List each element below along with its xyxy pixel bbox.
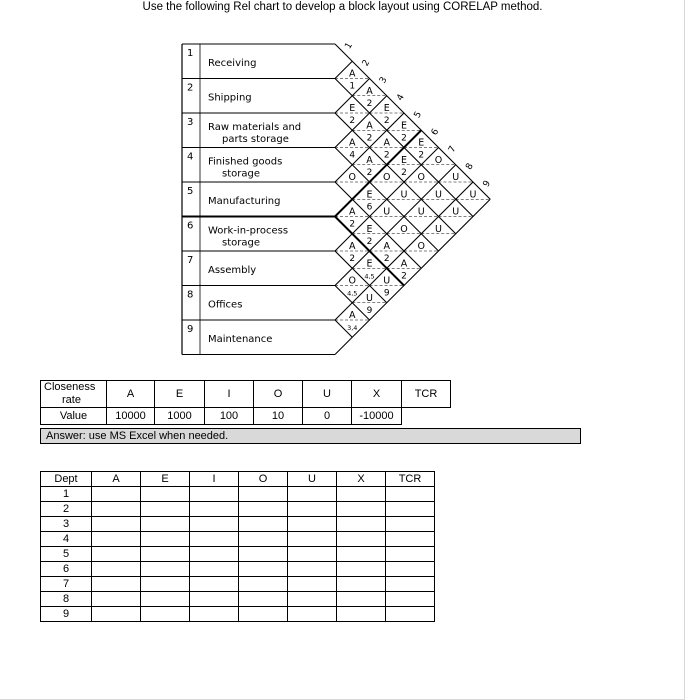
- tcr-input-cell[interactable]: [337, 592, 386, 607]
- dept-number: 1: [187, 48, 194, 59]
- cell-reason: 2: [401, 133, 407, 144]
- cell-reason: 2: [349, 254, 356, 264]
- cell-reason: 2: [349, 116, 356, 126]
- cell-rating: O: [348, 275, 356, 287]
- tcr-input-cell[interactable]: [288, 547, 337, 562]
- cell-rating: E: [366, 223, 373, 235]
- tcr-input-cell[interactable]: [92, 577, 141, 592]
- tcr-input-cell[interactable]: [239, 532, 288, 547]
- dept-number: 2: [187, 82, 194, 94]
- tcr-input-cell[interactable]: [190, 607, 239, 622]
- tcr-input-cell[interactable]: [288, 487, 337, 502]
- answer-note: Answer: use MS Excel when needed.: [40, 428, 581, 444]
- dept-name: Work-in-process: [208, 225, 289, 237]
- tcr-input-cell[interactable]: [141, 577, 190, 592]
- cell-reason: 2: [366, 236, 373, 247]
- cell-rating: U: [452, 206, 460, 218]
- table-row: [41, 487, 435, 502]
- dept-id-cell: 3: [41, 517, 92, 532]
- tcr-input-cell[interactable]: [239, 592, 288, 607]
- cell-rating: A: [349, 137, 356, 149]
- tcr-input-cell[interactable]: [386, 487, 435, 502]
- dept-table-header: A: [92, 472, 141, 487]
- rate-label: rate: [62, 394, 81, 406]
- dept-id-cell: 1: [41, 487, 92, 502]
- dept-number: 4: [187, 151, 194, 163]
- cell-rating: O: [348, 172, 356, 183]
- tcr-input-cell[interactable]: [190, 577, 239, 592]
- dept-number: 5: [187, 186, 194, 197]
- tcr-input-cell[interactable]: [386, 532, 435, 547]
- tcr-input-cell[interactable]: [337, 517, 386, 532]
- dept-id-cell: 8: [41, 592, 92, 607]
- cell-rating: U: [435, 189, 442, 201]
- dept-number: 7: [187, 255, 194, 266]
- tcr-input-cell[interactable]: [386, 577, 435, 592]
- cell-reason: 4,5: [364, 272, 375, 281]
- cell-reason: 6: [366, 202, 373, 213]
- tcr-input-cell[interactable]: [92, 562, 141, 577]
- rating-header: TCR: [402, 381, 451, 408]
- rating-header: O: [254, 381, 303, 408]
- dept-name: Maintenance: [208, 334, 273, 345]
- cell-reason: 2: [418, 150, 425, 161]
- cell-reason: 2: [349, 219, 356, 230]
- dept-id-cell: 6: [41, 562, 92, 577]
- dept-name-line2: storage: [222, 168, 260, 180]
- cell-reason: 4: [349, 150, 356, 161]
- dept-number: 6: [187, 220, 194, 232]
- tcr-input-cell[interactable]: [337, 607, 386, 622]
- rating-value: 10000: [107, 408, 155, 425]
- tcr-input-cell[interactable]: [386, 562, 435, 577]
- cell-rating: E: [400, 120, 408, 132]
- cell-reason: 9: [366, 305, 373, 316]
- tcr-input-cell[interactable]: [239, 562, 288, 577]
- grid-diagonal: [335, 251, 387, 303]
- cell-rating: A: [400, 258, 408, 270]
- dept-table-header: O: [239, 472, 288, 487]
- tcr-input-cell[interactable]: [141, 502, 190, 517]
- dept-id-cell: 2: [41, 502, 92, 517]
- tcr-input-cell[interactable]: [92, 517, 141, 532]
- cell-rating: E: [349, 103, 356, 114]
- dept-number: 8: [187, 289, 194, 301]
- cell-reason: 2: [366, 167, 373, 178]
- tcr-input-cell[interactable]: [141, 607, 190, 622]
- tcr-input-cell[interactable]: [239, 607, 288, 622]
- cell-rating: U: [383, 206, 391, 218]
- cell-rating: U: [452, 172, 460, 183]
- cell-reason: 4,5: [347, 289, 358, 298]
- dept-table-header: U: [288, 472, 337, 487]
- dept-name: Finished goods: [208, 156, 283, 168]
- column-number: 4: [395, 92, 407, 103]
- tcr-input-cell[interactable]: [386, 502, 435, 517]
- cell-reason: 2: [383, 150, 390, 161]
- cell-reason: 9: [383, 288, 390, 299]
- dept-name-line2: storage: [222, 237, 260, 249]
- cell-rating: A: [366, 120, 373, 132]
- table-row: [41, 592, 435, 607]
- tcr-input-cell[interactable]: [288, 607, 337, 622]
- dept-id-cell: 5: [41, 547, 92, 562]
- tcr-input-cell[interactable]: [92, 502, 141, 517]
- table-row: [41, 562, 435, 577]
- tcr-input-cell[interactable]: [288, 532, 337, 547]
- cell-rating: U: [469, 189, 477, 201]
- dept-id-cell: 4: [41, 532, 92, 547]
- dept-name: Offices: [208, 299, 243, 311]
- grid-diagonal: [335, 96, 387, 148]
- department-tcr-table: [40, 471, 435, 622]
- tcr-input-cell[interactable]: [92, 592, 141, 607]
- rating-value: -10000: [352, 408, 402, 425]
- dept-id-cell: 9: [41, 607, 92, 622]
- dept-id-cell: 7: [41, 577, 92, 592]
- rating-value: [402, 408, 451, 425]
- dept-table-header: X: [337, 472, 386, 487]
- column-number: 2: [360, 58, 373, 69]
- cell-rating: A: [366, 154, 373, 166]
- tcr-input-cell[interactable]: [337, 562, 386, 577]
- table-row: [41, 502, 435, 517]
- tcr-input-cell[interactable]: [288, 502, 337, 517]
- grid-diagonal: [335, 44, 490, 199]
- tcr-input-cell[interactable]: [190, 487, 239, 502]
- tcr-input-cell[interactable]: [190, 517, 239, 532]
- tcr-input-cell[interactable]: [337, 532, 386, 547]
- dept-number: 9: [187, 324, 194, 335]
- dept-table-header: I: [190, 472, 239, 487]
- tcr-input-cell[interactable]: [190, 547, 239, 562]
- cell-rating: U: [383, 275, 391, 287]
- tcr-input-cell[interactable]: [239, 547, 288, 562]
- tcr-input-cell[interactable]: [337, 487, 386, 502]
- column-number: 3: [378, 75, 390, 86]
- cell-rating: E: [400, 154, 408, 166]
- tcr-input-cell[interactable]: [239, 502, 288, 517]
- rating-header: X: [352, 381, 402, 408]
- tcr-input-cell[interactable]: [190, 532, 239, 547]
- cell-rating: A: [349, 206, 356, 218]
- tcr-input-cell[interactable]: [386, 547, 435, 562]
- cell-reason: 2: [366, 133, 373, 144]
- tcr-input-cell[interactable]: [141, 517, 190, 532]
- rating-value: 10: [254, 408, 303, 425]
- cell-rating: E: [418, 137, 425, 149]
- dept-name: Raw materials and: [208, 122, 302, 133]
- tcr-input-cell[interactable]: [386, 607, 435, 622]
- dept-table-header: Dept: [41, 472, 92, 487]
- cell-reason: 2: [401, 167, 407, 178]
- tcr-input-cell[interactable]: [288, 592, 337, 607]
- column-number: 8: [464, 161, 476, 172]
- cell-rating: U: [417, 206, 425, 218]
- cell-reason: 2: [383, 254, 390, 264]
- instruction-text: Use the following Rel chart to develop a block layout using CORELAP method.: [142, 1, 543, 13]
- cell-rating: A: [383, 241, 390, 252]
- dept-name: Manufacturing: [208, 196, 281, 207]
- grid-diagonal: [335, 199, 490, 354]
- rating-header: A: [107, 381, 155, 408]
- table-row: [41, 517, 435, 532]
- tcr-input-cell[interactable]: [190, 592, 239, 607]
- dept-table-header: TCR: [386, 472, 435, 487]
- tcr-input-cell[interactable]: [337, 502, 386, 517]
- rating-header: U: [303, 381, 352, 408]
- table-row: [41, 577, 435, 592]
- cell-rating: A: [366, 85, 373, 97]
- cell-rating: O: [417, 172, 425, 183]
- cell-rating: U: [435, 223, 442, 235]
- tcr-input-cell[interactable]: [141, 547, 190, 562]
- tcr-input-cell[interactable]: [141, 487, 190, 502]
- cell-rating: O: [434, 154, 443, 166]
- cell-rating: O: [400, 223, 408, 235]
- cell-rating: E: [366, 189, 373, 201]
- tcr-input-cell[interactable]: [92, 547, 141, 562]
- rating-header: E: [155, 381, 205, 408]
- dept-name-line2: parts storage: [222, 134, 289, 145]
- dept-table-header: E: [141, 472, 190, 487]
- column-number: 6: [429, 127, 442, 138]
- grid-diagonal: [335, 182, 421, 268]
- column-number: 7: [447, 144, 459, 155]
- tcr-input-cell[interactable]: [141, 532, 190, 547]
- dept-name: Shipping: [208, 92, 252, 104]
- cell-rating: A: [349, 310, 356, 321]
- column-number: 9: [481, 179, 494, 189]
- table-row: [41, 607, 435, 622]
- tcr-input-cell[interactable]: [337, 547, 386, 562]
- closeness-label: Closeness: [44, 381, 96, 393]
- column-number: 5: [412, 110, 425, 120]
- cell-rating: A: [349, 68, 356, 80]
- value-label: Value: [41, 408, 107, 425]
- table-row: [41, 532, 435, 547]
- rating-value: 0: [303, 408, 352, 425]
- cell-reason: 1: [349, 81, 356, 92]
- cell-reason: 2: [383, 116, 390, 126]
- tcr-input-cell[interactable]: [190, 502, 239, 517]
- tcr-input-cell[interactable]: [92, 487, 141, 502]
- cell-reason: 3,4: [347, 324, 358, 332]
- cell-rating: A: [383, 137, 390, 149]
- dept-number: 3: [187, 117, 194, 128]
- tcr-input-cell[interactable]: [239, 577, 288, 592]
- closeness-rate-table: [40, 380, 451, 425]
- dept-name: Assembly: [208, 265, 257, 276]
- tcr-input-cell[interactable]: [190, 562, 239, 577]
- tcr-input-cell[interactable]: [337, 577, 386, 592]
- tcr-input-cell[interactable]: [141, 562, 190, 577]
- tcr-input-cell[interactable]: [92, 532, 141, 547]
- tcr-input-cell[interactable]: [92, 607, 141, 622]
- table-row: [41, 547, 435, 562]
- cell-rating: O: [383, 172, 391, 183]
- cell-rating: U: [366, 292, 373, 304]
- cell-reason: 2: [366, 98, 373, 109]
- tcr-input-cell[interactable]: [239, 517, 288, 532]
- rating-value: 1000: [155, 408, 205, 425]
- dept-name: Receiving: [208, 58, 257, 69]
- cell-reason: 2: [401, 271, 407, 282]
- tcr-input-cell[interactable]: [141, 592, 190, 607]
- rating-header: I: [205, 381, 254, 408]
- cell-rating: E: [366, 258, 373, 270]
- rating-value: 100: [205, 408, 254, 425]
- tcr-input-cell[interactable]: [288, 562, 337, 577]
- tcr-input-cell[interactable]: [239, 487, 288, 502]
- cell-rating: E: [383, 103, 390, 114]
- tcr-input-cell[interactable]: [288, 577, 337, 592]
- tcr-input-cell[interactable]: [386, 592, 435, 607]
- tcr-input-cell[interactable]: [386, 517, 435, 532]
- cell-rating: U: [400, 189, 408, 201]
- cell-rating: A: [349, 241, 356, 252]
- column-number: 1: [343, 41, 356, 51]
- cell-rating: O: [417, 241, 425, 252]
- tcr-input-cell[interactable]: [288, 517, 337, 532]
- closeness-rate-header: [41, 381, 107, 408]
